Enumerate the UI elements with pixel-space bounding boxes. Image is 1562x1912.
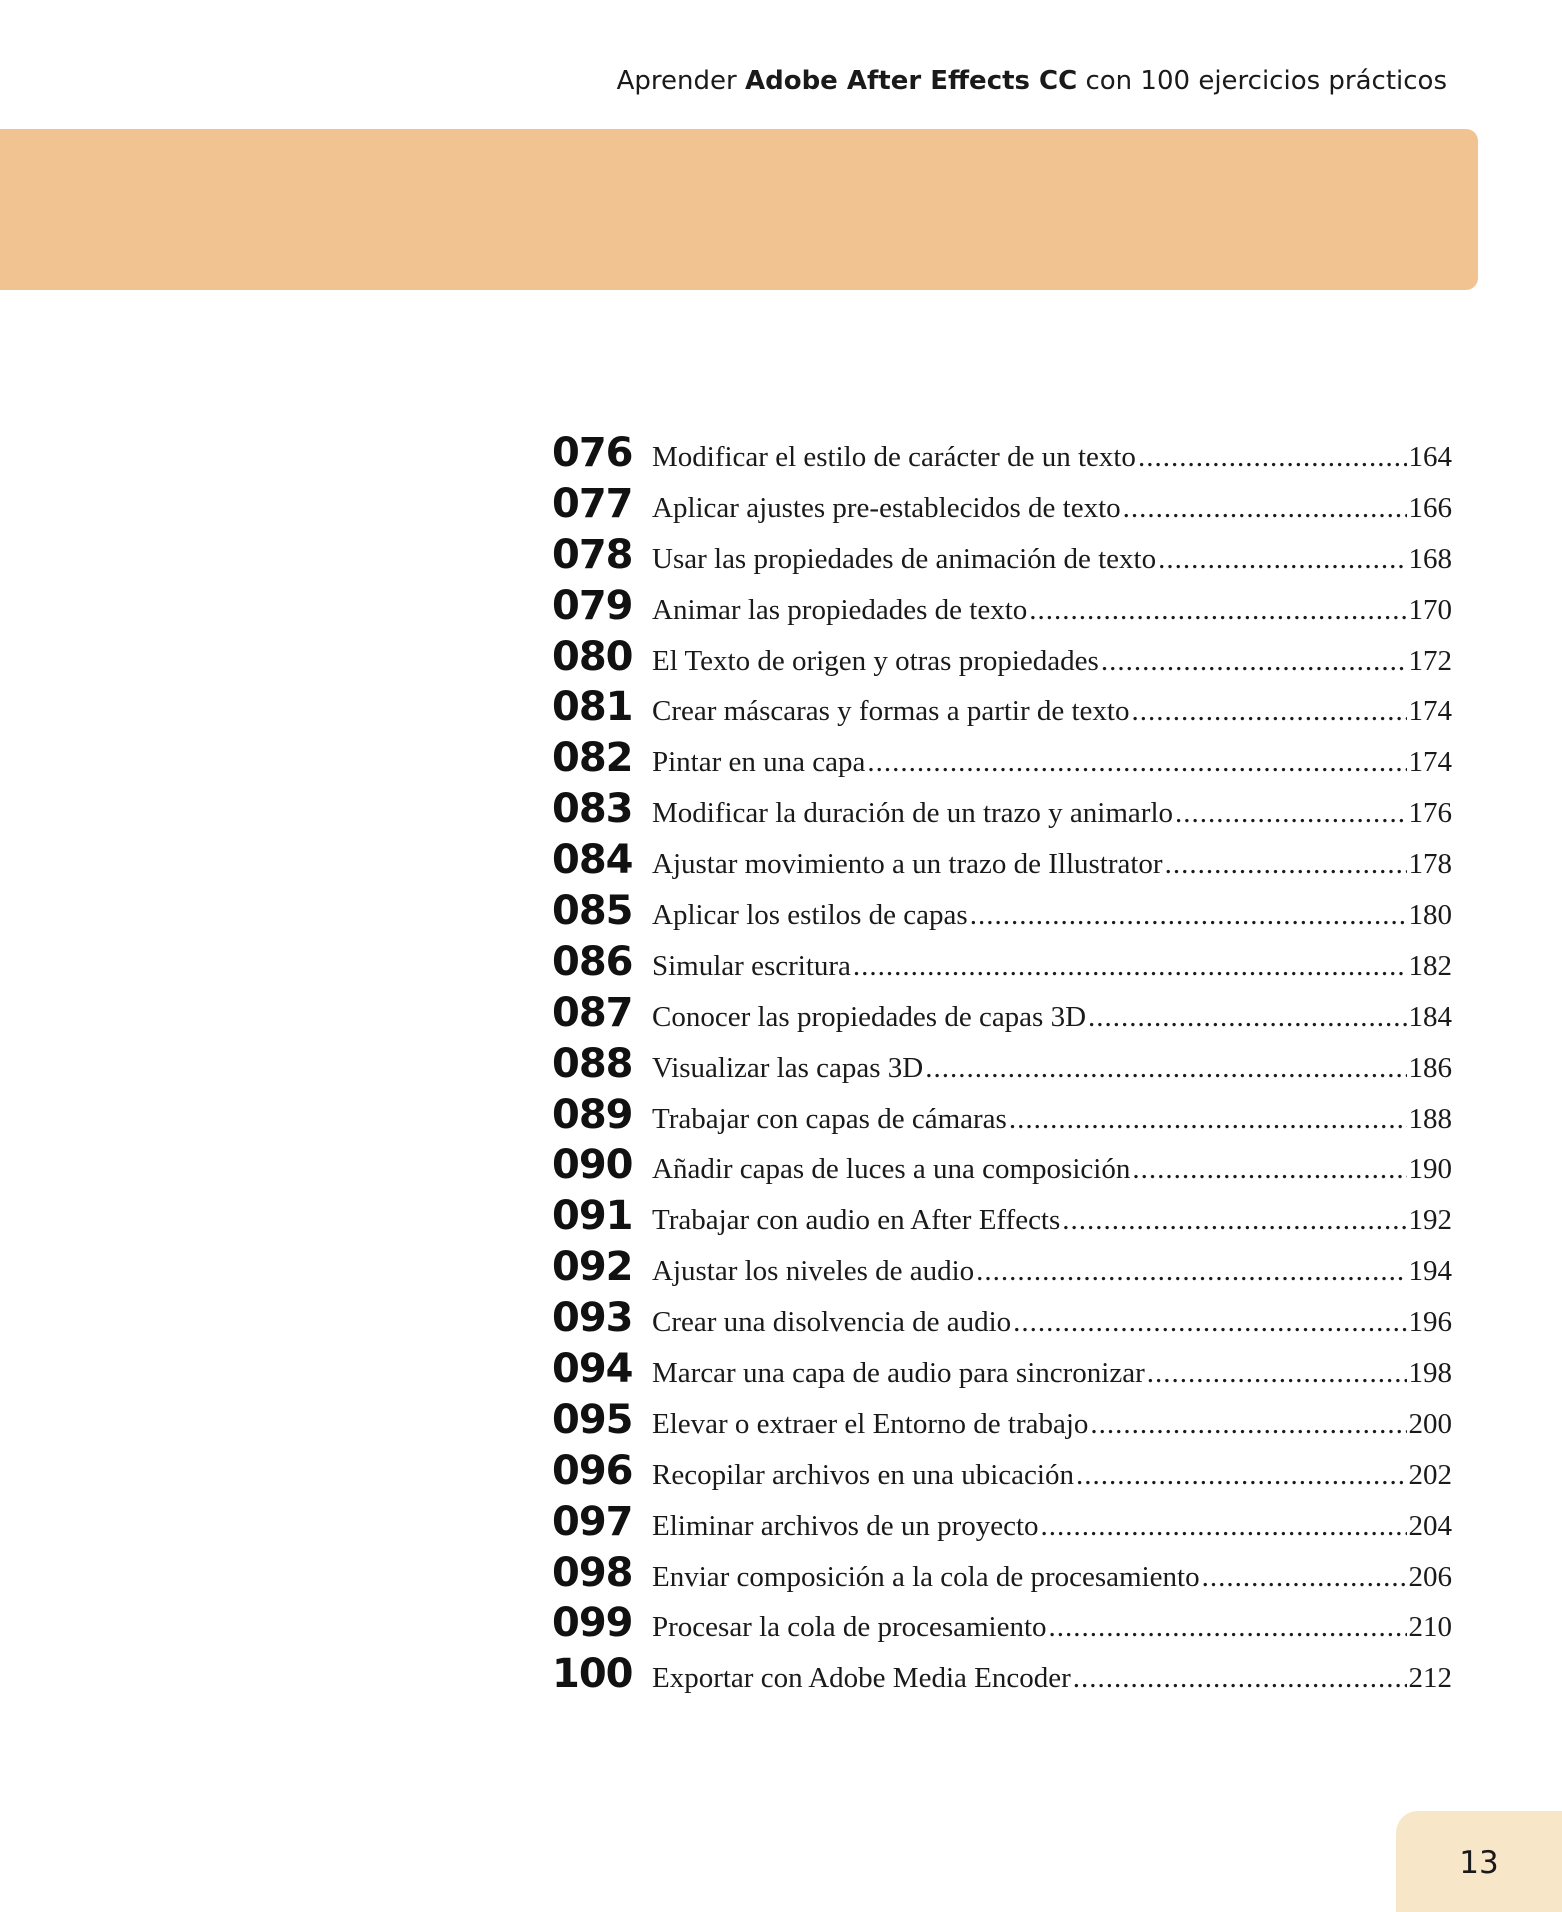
toc-entry-number: 078	[552, 531, 633, 578]
toc-entry-title: Añadir capas de luces a una composición	[652, 1153, 1131, 1186]
toc-entry-title: Marcar una capa de audio para sincronizar	[652, 1357, 1145, 1390]
toc-dot-leader	[1090, 1408, 1406, 1441]
toc-entry-number: 081	[552, 684, 633, 731]
toc-entry-number: 086	[552, 938, 633, 985]
toc-entry-title: Simular escritura	[652, 949, 851, 982]
toc-dot-leader	[1158, 543, 1406, 576]
toc-entry-number: 100	[552, 1651, 633, 1698]
toc-entry-page: 182	[1408, 949, 1452, 982]
toc-entry-page: 170	[1408, 593, 1452, 626]
toc-entry-number: 097	[552, 1498, 633, 1545]
toc-entry-number: 089	[552, 1091, 633, 1138]
toc-entry-page: 166	[1408, 491, 1452, 524]
toc-dot-leader	[1073, 1662, 1407, 1695]
toc-entry-number: 087	[552, 989, 633, 1036]
toc-entry-title: Pintar en una capa	[652, 746, 866, 779]
toc-entry-page: 168	[1408, 542, 1452, 575]
toc-entry	[552, 684, 1452, 735]
toc-entry-number: 088	[552, 1040, 633, 1087]
toc-entry-title: Visualizar las capas 3D	[652, 1051, 924, 1084]
toc-entry	[552, 990, 1452, 1041]
toc-entry-page: 200	[1408, 1407, 1452, 1440]
toc-dot-leader	[1131, 695, 1406, 728]
toc-entry-title: Procesar la cola de procesamiento	[652, 1611, 1047, 1644]
toc-entry-title: El Texto de origen y otras propiedades	[652, 644, 1099, 677]
toc-entry-page: 172	[1408, 644, 1452, 677]
toc-entry-page: 180	[1408, 899, 1452, 932]
toc-entry-title: Animar las propiedades de texto	[652, 593, 1028, 626]
toc-entry-title: Trabajar con capas de cámaras	[652, 1102, 1007, 1135]
toc-entry	[552, 481, 1452, 532]
toc-entry	[552, 1651, 1452, 1702]
toc-entry	[552, 1041, 1452, 1092]
toc-dot-leader	[1041, 1510, 1407, 1543]
toc-dot-leader	[1029, 594, 1406, 627]
toc-entry-number: 099	[552, 1600, 633, 1647]
toc-entry-page: 212	[1408, 1662, 1452, 1695]
toc-entry-title: Trabajar con audio en After Effects	[652, 1204, 1061, 1237]
toc-entry	[552, 786, 1452, 837]
toc-entry	[552, 1244, 1452, 1295]
toc-entry-title: Enviar composición a la cola de procesamiento	[652, 1560, 1200, 1593]
toc-entry-number: 092	[552, 1244, 633, 1291]
toc-entry	[552, 1448, 1452, 1499]
toc-entry-page: 194	[1408, 1255, 1452, 1288]
toc-entry-number: 085	[552, 888, 633, 935]
toc-entry	[552, 1092, 1452, 1143]
toc-entry-number: 091	[552, 1193, 633, 1240]
toc-entry-page: 196	[1408, 1306, 1452, 1339]
toc-entry-number: 095	[552, 1396, 633, 1443]
toc-entry	[552, 1346, 1452, 1397]
toc-entry	[552, 1499, 1452, 1550]
toc-entry-number: 079	[552, 582, 633, 629]
toc-entry-title: Modificar el estilo de carácter de un texto	[652, 441, 1136, 473]
toc-entry-page: 178	[1408, 848, 1452, 881]
header-prefix: Aprender	[616, 66, 737, 96]
toc-entry	[552, 1397, 1452, 1448]
toc-dot-leader	[976, 1255, 1406, 1288]
toc-entry-number: 083	[552, 786, 633, 833]
toc-entry-number: 096	[552, 1447, 633, 1494]
toc-entry-number: 098	[552, 1549, 633, 1596]
toc-entry-page: 186	[1408, 1051, 1452, 1084]
toc-entry-page: 210	[1408, 1611, 1452, 1644]
toc-entry-page: 188	[1408, 1102, 1452, 1135]
toc-entry-number: 076	[552, 430, 633, 476]
toc-dot-leader	[1062, 1204, 1406, 1237]
toc-entry	[552, 1550, 1452, 1601]
toc-entry-title: Recopilar archivos en una ubicación	[652, 1458, 1074, 1491]
toc-entry-title: Aplicar ajustes pre-establecidos de texto	[652, 491, 1121, 524]
toc-dot-leader	[1175, 797, 1407, 830]
toc-entry-title: Aplicar los estilos de capas	[652, 899, 968, 932]
toc-dot-leader	[1138, 441, 1407, 474]
toc-entry-page: 192	[1408, 1204, 1452, 1237]
page-number-tab	[1396, 1811, 1562, 1912]
toc-entry-title: Modificar la duración de un trazo y animarlo	[652, 797, 1173, 830]
toc-entry	[552, 1295, 1452, 1346]
toc-entry	[552, 583, 1452, 634]
header-suffix: con 100 ejercicios prácticos	[1085, 66, 1447, 96]
toc-entry-page: 202	[1408, 1458, 1452, 1491]
toc-dot-leader	[1088, 1001, 1406, 1034]
toc-entry-page: 174	[1408, 695, 1452, 728]
toc-entry-title: Conocer las propiedades de capas 3D	[652, 1000, 1087, 1033]
toc-entry	[552, 532, 1452, 583]
toc-entry-page: 204	[1408, 1509, 1452, 1542]
toc-entry-page: 164	[1408, 441, 1452, 473]
toc-entry	[552, 1600, 1452, 1651]
toc-dot-leader	[1165, 848, 1407, 881]
toc-entry-title: Elevar o extraer el Entorno de trabajo	[652, 1407, 1089, 1440]
toc-entry	[552, 1193, 1452, 1244]
toc-dot-leader	[925, 1052, 1406, 1085]
toc-entry-number: 080	[552, 633, 633, 680]
toc-entry-title: Exportar con Adobe Media Encoder	[652, 1662, 1071, 1695]
toc-entry-number: 084	[552, 837, 633, 884]
toc-entry-page: 206	[1408, 1560, 1452, 1593]
toc-entry-number: 082	[552, 735, 633, 782]
toc-entry-title: Crear una disolvencia de audio	[652, 1306, 1012, 1339]
toc-entry	[552, 939, 1452, 990]
decorative-header-band	[0, 129, 1478, 290]
toc-entry-page: 190	[1408, 1153, 1452, 1186]
toc-dot-leader	[1101, 645, 1407, 678]
toc-entry-number: 090	[552, 1142, 633, 1189]
toc-dot-leader	[1049, 1611, 1407, 1644]
toc-entry	[552, 735, 1452, 786]
toc-entry-page: 176	[1408, 797, 1452, 830]
toc-entry	[552, 837, 1452, 888]
toc-dot-leader	[1202, 1561, 1407, 1594]
running-header	[617, 66, 1447, 96]
table-of-contents	[552, 430, 1452, 1702]
toc-entry	[552, 888, 1452, 939]
toc-entry-title: Ajustar movimiento a un trazo de Illustrator	[652, 848, 1163, 881]
toc-entry-number: 077	[552, 480, 633, 527]
toc-entry-number: 093	[552, 1295, 633, 1342]
toc-dot-leader	[867, 746, 1406, 779]
toc-entry-title: Crear máscaras y formas a partir de texto	[652, 695, 1130, 728]
toc-dot-leader	[853, 950, 1407, 983]
page-number: 13	[1459, 1845, 1499, 1881]
toc-entry	[552, 1142, 1452, 1193]
toc-entry-page: 198	[1408, 1357, 1452, 1390]
toc-entry-number: 094	[552, 1346, 633, 1393]
header-book-title: Adobe After Effects CC	[744, 66, 1078, 96]
toc-dot-leader	[1123, 492, 1407, 525]
toc-entry-title: Usar las propiedades de animación de texto	[652, 542, 1157, 575]
toc-dot-leader	[1147, 1357, 1407, 1390]
toc-entry	[552, 430, 1452, 481]
toc-entry-page: 184	[1408, 1000, 1452, 1033]
toc-dot-leader	[1076, 1459, 1407, 1492]
toc-entry-page: 174	[1408, 746, 1452, 779]
toc-dot-leader	[1013, 1306, 1406, 1339]
toc-dot-leader	[1132, 1153, 1406, 1186]
toc-entry	[552, 634, 1452, 685]
toc-dot-leader	[970, 899, 1407, 932]
toc-entry-title: Eliminar archivos de un proyecto	[652, 1509, 1039, 1542]
toc-entry-title: Ajustar los niveles de audio	[652, 1255, 975, 1288]
toc-dot-leader	[1009, 1103, 1407, 1136]
